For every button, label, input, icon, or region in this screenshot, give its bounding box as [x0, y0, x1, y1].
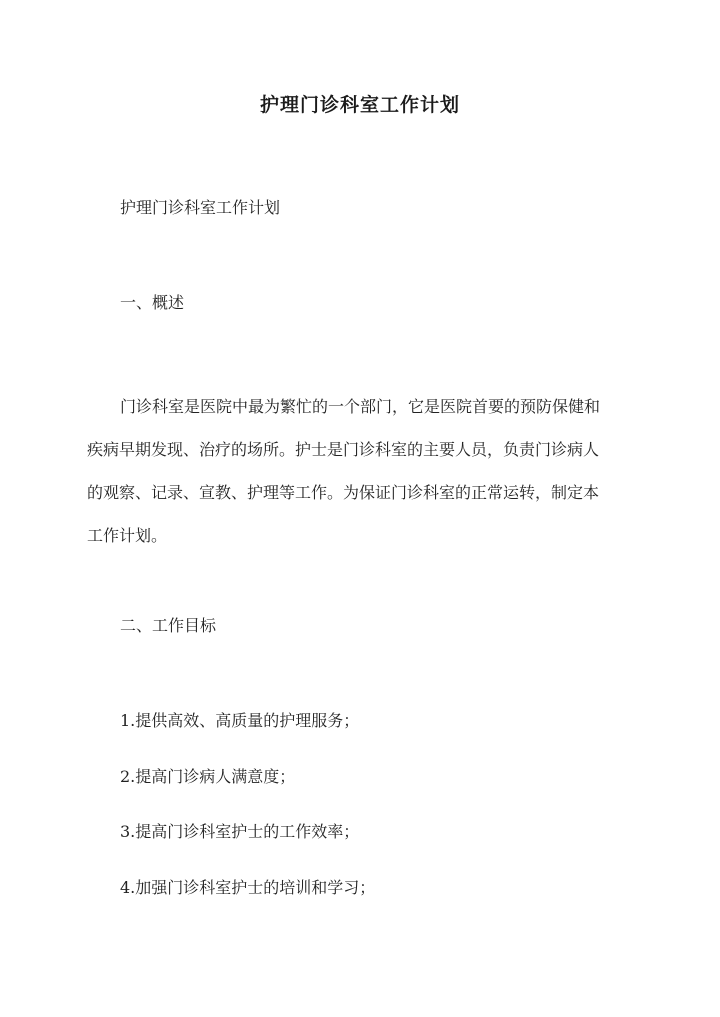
overview-paragraph [87, 385, 635, 557]
paragraph-line: 的观察、记录、宣教、护理等工作。为保证门诊科室的正常运转，制定本 [87, 483, 600, 502]
document-title: 护理门诊科室工作计划 [259, 94, 460, 116]
paragraph-line: 门诊科室是医院中最为繁忙的一个部门，它是医院首要的预防保健和 [120, 397, 601, 416]
paragraph-line: 工作计划。 [87, 526, 168, 545]
goal-item: 1.提供高效、高质量的护理服务； [120, 711, 360, 730]
paragraph-line: 疾病早期发现、治疗的场所。护士是门诊科室的主要人员，负责门诊病人 [87, 440, 600, 459]
goal-item: 3.提高门诊科室护士的工作效率； [120, 822, 360, 841]
goal-item: 4.加强门诊科室护士的培训和学习； [120, 878, 376, 897]
section-heading-goals: 二、工作目标 [120, 616, 217, 635]
document-subtitle: 护理门诊科室工作计划 [120, 198, 281, 217]
goal-item: 2.提高门诊病人满意度； [120, 767, 296, 786]
section-heading-overview: 一、概述 [120, 293, 185, 312]
